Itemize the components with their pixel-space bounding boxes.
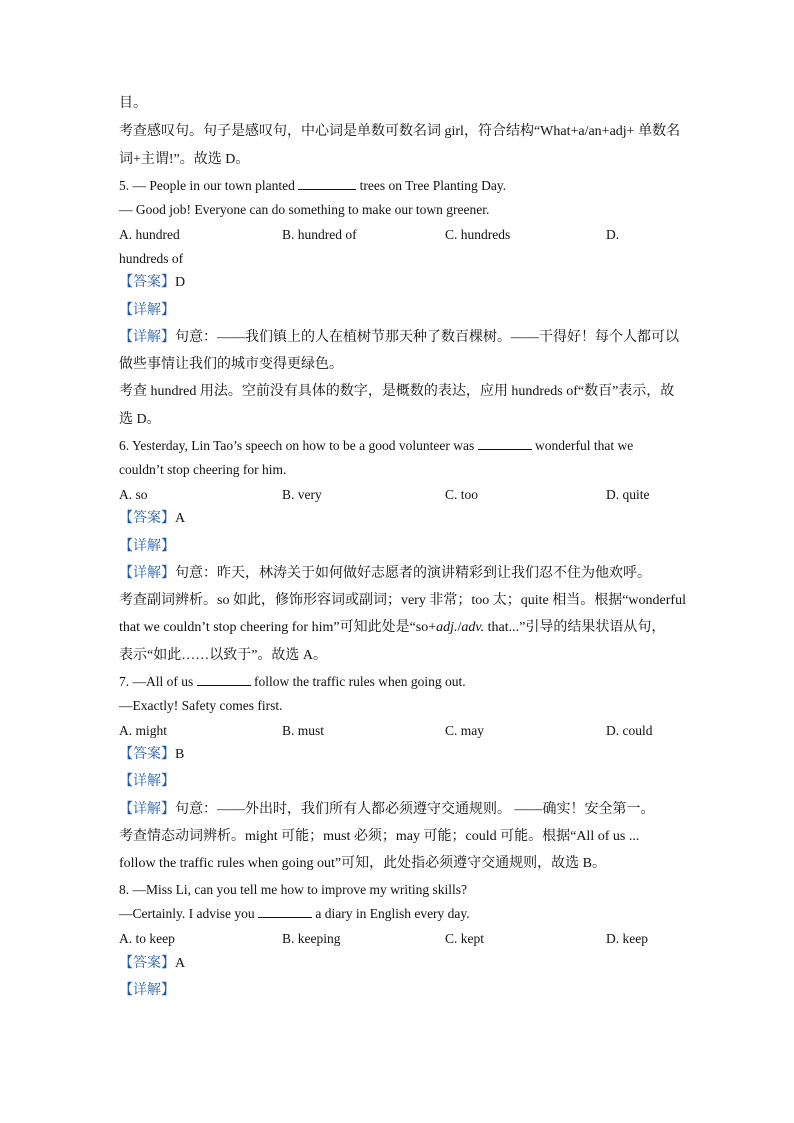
question-5-reply: — Good job! Everyone can do something to make our town greener.	[119, 202, 490, 217]
answer-blank	[258, 905, 312, 918]
question-8-stem: 8. —Miss Li, can you tell me how to improve my writing skills?	[119, 882, 467, 897]
explanation-line: 考查 hundred 用法。空前没有具体的数字，是概数的表达，应用 hundreds of“数百”表示，故	[119, 384, 675, 399]
answer-blank	[478, 437, 532, 450]
explanation-line: 选 D。	[119, 412, 161, 427]
option-a: A. might	[119, 723, 168, 738]
option-c: C. too	[445, 487, 479, 502]
explanation-line: 做些事情让我们的城市变得更绿色。	[119, 357, 343, 372]
explanation-line: 考查情态动词辨析。might 可能；must 必须；may 可能；could 可能。根据“All of us ...	[119, 829, 640, 844]
option-c: C. hundreds	[445, 227, 511, 242]
explanation-line: 考查副词辨析。so 如此，修饰形容词或副词；very 非常；too 太；quite 相当。根据“wonderful	[119, 593, 686, 608]
question-6-stem-cont: couldn’t stop cheering for him.	[119, 462, 287, 477]
answer-label: 【答案】	[119, 956, 175, 971]
option-d: D.	[606, 227, 620, 242]
question-6-stem: 6. Yesterday, Lin Tao’s speech on how to be a good volunteer was wonderful that we	[119, 438, 634, 453]
option-a: A. hundred	[119, 227, 180, 242]
option-d: D. keep	[606, 931, 648, 946]
detail-heading: 【详解】	[119, 983, 175, 998]
explanation-line: 表示“如此……以致于”。故选 A。	[119, 648, 328, 663]
option-b: B. must	[282, 723, 325, 738]
option-b: B. very	[282, 487, 322, 502]
detail-heading: 【详解】	[119, 774, 175, 789]
option-c: C. kept	[445, 931, 484, 946]
option-a: A. to keep	[119, 931, 175, 946]
question-8-reply: —Certainly. I advise you a diary in English every day.	[119, 906, 470, 921]
explanation-line: 【详解】句意：——外出时，我们所有人都必须遵守交通规则。 ——确实！安全第一。	[119, 802, 655, 817]
option-d-wrap: hundreds of	[119, 251, 184, 266]
question-7-stem: 7. —All of us follow the traffic rules when going out.	[119, 674, 466, 689]
option-a: A. so	[119, 487, 148, 502]
answer-label: 【答案】	[119, 747, 175, 762]
option-c: C. may	[445, 723, 484, 738]
explanation-line: that we couldn’t stop cheering for him”可知此处是“so+adj./adv. that...”引导的结果状语从句，	[119, 620, 666, 635]
answer-line: 【答案】D	[119, 275, 186, 290]
answer-blank	[298, 177, 356, 190]
detail-heading: 【详解】	[119, 303, 175, 318]
answer-line: 【答案】A	[119, 511, 186, 526]
option-b: B. keeping	[282, 931, 341, 946]
answer-label: 【答案】	[119, 511, 175, 526]
question-5-stem: 5. — People in our town planted trees on Tree Planting Day.	[119, 178, 507, 193]
option-d: D. could	[606, 723, 653, 738]
detail-heading: 【详解】	[119, 539, 175, 554]
option-d: D. quite	[606, 487, 650, 502]
text-line: 词+主谓!”。故选 D。	[119, 152, 250, 167]
answer-line: 【答案】B	[119, 747, 185, 762]
text-line: 考查感叹句。句子是感叹句，中心词是单数可数名词 girl，符合结构“What+a/an+adj+ 单数名	[119, 124, 681, 139]
answer-blank	[197, 673, 251, 686]
question-7-reply: —Exactly! Safety comes first.	[119, 698, 283, 713]
option-b: B. hundred of	[282, 227, 357, 242]
text-line: 目。	[119, 96, 147, 111]
explanation-line: 【详解】句意：昨天，林涛关于如何做好志愿者的演讲精彩到让我们忍不住为他欢呼。	[119, 566, 651, 581]
explanation-line: 【详解】句意：——我们镇上的人在植树节那天种了数百棵树。——干得好！每个人都可以	[119, 330, 679, 345]
answer-label: 【答案】	[119, 275, 175, 290]
explanation-line: follow the traffic rules when going out”可知，此处指必须遵守交通规则，故选 B。	[119, 856, 606, 871]
answer-line: 【答案】A	[119, 956, 186, 971]
